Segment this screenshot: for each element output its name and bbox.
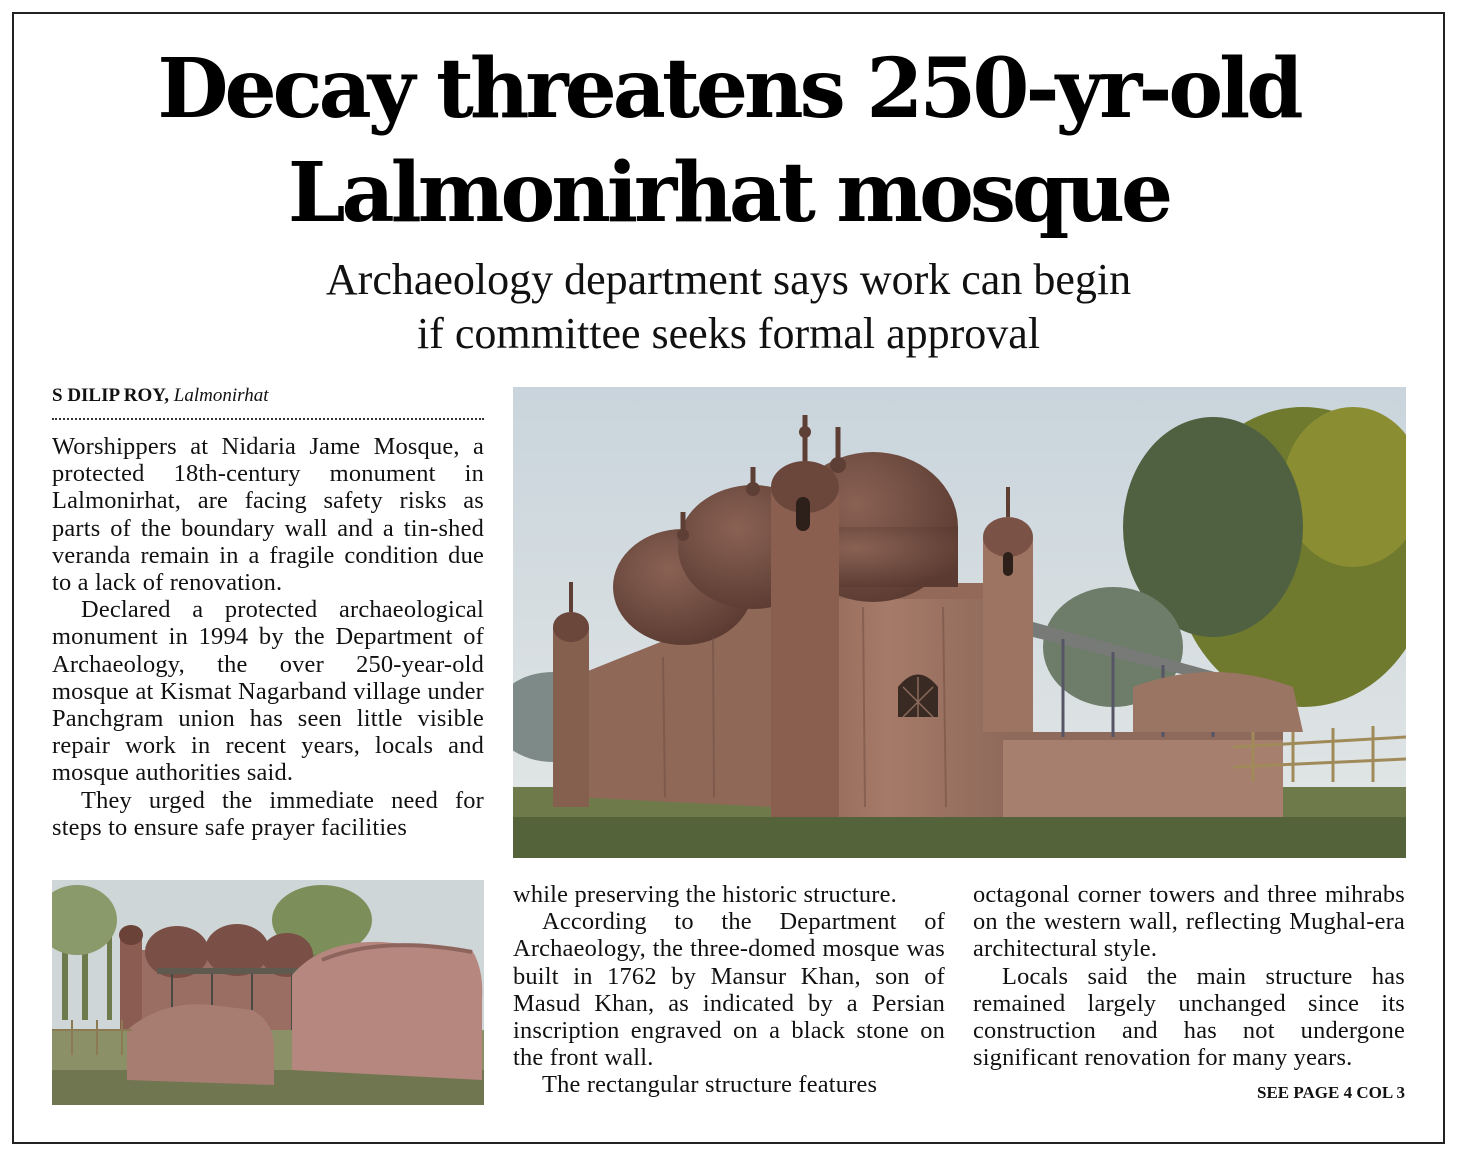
mosque-side-illustration <box>52 880 484 1105</box>
paragraph: The rectangular structure features <box>542 1071 878 1099</box>
headline-line-1: Decay threatens 250-yr-old <box>157 41 1300 137</box>
paragraph: Locals said the main structure has remained largely unchanged since its construction and has not undergone significant renovation for many years. <box>973 962 1405 1072</box>
jump-line: SEE PAGE 4 COL 3 <box>1257 1083 1405 1102</box>
byline-divider <box>52 418 484 420</box>
paragraph: Declared a protected archaeological monument in 1994 by the Department of Archaeology, the over 250-year-old mosque at Kismat Nagarband village under Panchgram union has seen little visible repair work in recent years, locals and mosque authorities said. <box>52 596 484 787</box>
deck-line-1: Archaeology department says work can begin <box>325 255 1132 304</box>
body-column-2 <box>513 881 945 1099</box>
byline <box>52 385 268 407</box>
paragraph: They urged the immediate need for steps to ensure safe prayer facilities <box>52 786 484 841</box>
mosque-main-illustration <box>513 387 1406 858</box>
mosque-side-photo <box>52 880 484 1105</box>
byline-author: S DILIP ROY, <box>52 385 170 406</box>
paragraph: According to the Department of Archaeology, the three-domed mosque was built in 1762 by Mansur Khan, son of Masud Khan, as indicated by a Persian inscription engraved on a black stone on the front wall. <box>513 908 945 1072</box>
deck-line-2: if committee seeks formal approval <box>416 309 1041 358</box>
paragraph: Worshippers at Nidaria Jame Mosque, a protected 18th-century monument in Lalmonirhat, are facing safety risks as parts of the boundary wall and a tin-shed veranda remain in a fragile condition due to a lack of renovation. <box>52 433 484 597</box>
paragraph: octagonal corner towers and three mihrabs on the western wall, reflecting Mughal-era architectural style. <box>973 881 1405 963</box>
paragraph: while preserving the historic structure. <box>513 881 897 908</box>
body-column-1 <box>52 433 484 841</box>
byline-location: Lalmonirhat <box>173 385 269 406</box>
headline-line-2: Lalmonirhat mosque <box>287 145 1170 241</box>
mosque-main-photo <box>513 387 1406 858</box>
body-column-3 <box>973 881 1405 1071</box>
